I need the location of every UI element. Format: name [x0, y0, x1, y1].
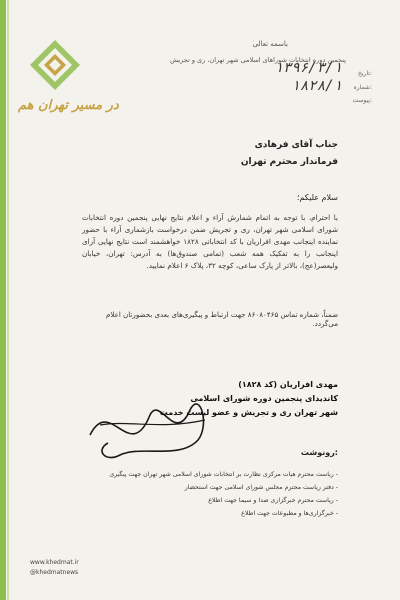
recipient-title: فرماندار محترم تهران	[240, 157, 338, 167]
cc-item: - خبرگزاری‌ها و مطبوعات جهت اطلاع	[88, 507, 338, 520]
date-label: تاریخ:	[358, 70, 372, 77]
contact-line: ضمناً، شماره تماس ۸۶۰۸۰۴۶۵ جهت ارتباط و پیگیری‌های بعدی بحضورتان اعلام می‌گردد.	[105, 310, 338, 328]
signature-block	[128, 378, 338, 420]
signer-name: مهدی افراریان (کد ۱۸۲۸)	[238, 380, 338, 389]
side-accent-bar	[0, 0, 6, 600]
logo-text: در مسیر تهران هم	[18, 98, 119, 113]
greeting: سلام علیکم؛	[296, 193, 338, 202]
cc-item: - دفتر ریاست محترم مجلس شورای اسلامی جهت استحضار	[88, 481, 338, 494]
cc-list	[88, 468, 338, 520]
number-value: ۱۸۲۸/۱	[291, 78, 342, 94]
letter-body: با احترام، با توجه به اتمام شمارش آراء و اعلام نتایج نهایی پنجمین دوره انتخابات شورای اسلامی شهر تهران، ری و تجریش ضمن درخواست بازشماری آراء با حضور نماینده اینجانب مهدی افراریان با کد انتخاباتی ۱۸۲۸ خواهشمند است نتایج نهایی آرای اینجانب را به تفکیک همه شعب (تمامی صندوق‌ها) به آدرس: تهران، خیابان ولیعصر(عج)، بالاتر از پارک ساعی، کوچه ۳۲، پلاک ۶ اعلام نمایید.	[82, 213, 339, 271]
recipient-name: جناب آقای فرهادی	[254, 140, 338, 150]
cc-item: - ریاست محترم خبرگزاری صدا و سیما جهت اطلاع	[88, 494, 338, 507]
footer-website: www.khedmat.ir	[30, 559, 79, 566]
cc-item: - ریاست محترم هیات مرکزی نظارت بر انتخابات شورای اسلامی شهر تهران جهت پیگیری	[88, 468, 338, 481]
date-value: ۱۳۹۶/۳/۱	[274, 60, 342, 76]
attachment-label: پیوست:	[352, 97, 372, 104]
logo-icon	[30, 40, 80, 90]
footer-social: @khedmatnews	[30, 569, 79, 576]
signer-affiliation: شهر تهران ری و تجریش و عضو لیست خدمت	[159, 408, 338, 417]
footer	[30, 558, 79, 578]
signer-role: کاندیدای پنجمین دوره شورای اسلامی	[190, 394, 338, 403]
cc-label: رونوشت:	[300, 448, 338, 457]
side-accent-bar-light	[7, 0, 9, 600]
header-organization: پنجمین دوره انتخابات شوراهای اسلامی شهر تهران، ری و تجریش	[170, 56, 346, 64]
letter-meta	[222, 60, 372, 104]
header-bismillah: باسمه تعالی	[252, 40, 288, 48]
number-label: شماره:	[353, 84, 372, 91]
